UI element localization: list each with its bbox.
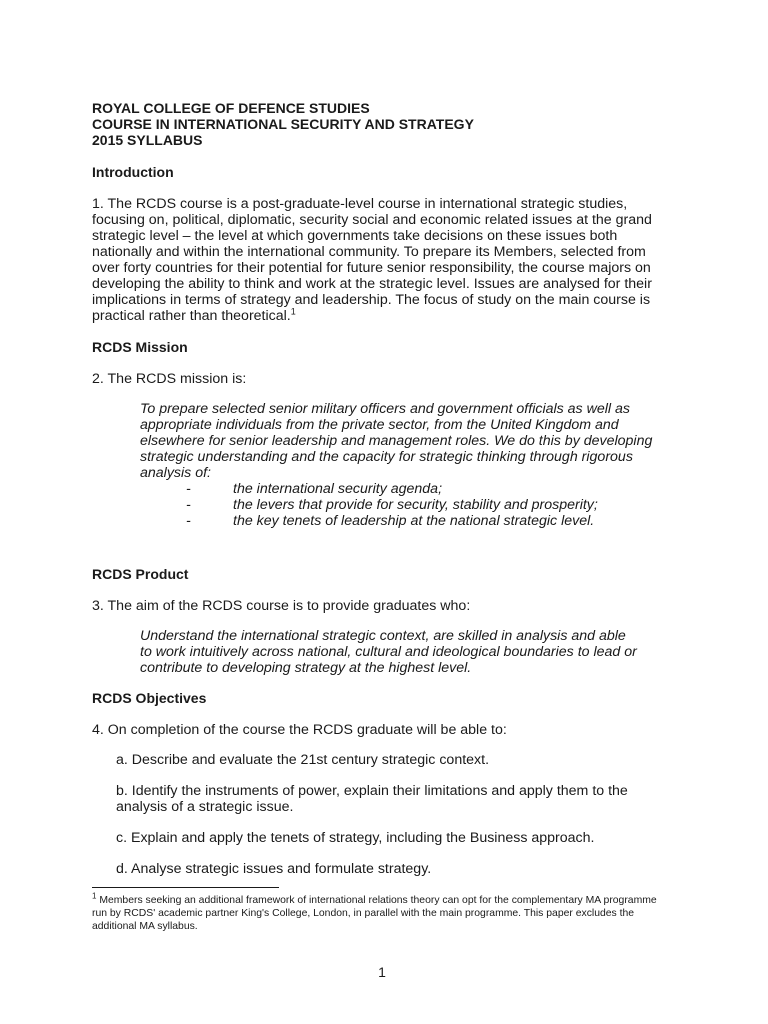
footnote-number: 1 [92,891,97,901]
footnote [92,891,672,933]
objectives-intro: 4. On completion of the course the RCDS graduate will be able to: [92,722,507,738]
mission-list [140,481,672,529]
objective-item-b: b. Identify the instruments of power, explain their limitations and apply them to the analysis of a strategic issue. [116,783,628,815]
page-number-container [0,964,768,980]
list-item-text: the international security agenda; [233,481,443,497]
title-line-3: 2015 SYLLABUS [92,132,203,148]
product-quote: Understand the international strategic context, are skilled in analysis and able to work intuitively across national, cultural and ideological boundaries to lead or contribute to developing strategy at the highest level. [140,628,637,676]
objective-item-a: a. Describe and evaluate the 21st century strategic context. [116,752,490,768]
title-line-2: COURSE IN INTERNATIONAL SECURITY AND STRATEGY [92,116,474,132]
document-title-block [92,100,672,148]
title-line-1: ROYAL COLLEGE OF DEFENCE STUDIES [92,100,370,116]
introduction-heading: Introduction [92,164,174,180]
mission-list-item [140,497,672,513]
list-dash: - [186,481,191,497]
list-item-text: the key tenets of leadership at the national strategic level. [233,513,595,529]
mission-list-item [140,481,672,497]
document-page [92,100,672,877]
mission-quote: To prepare selected senior military officers and government officials as well as appropriate individuals from the private sector, from the United Kingdom and elsewhere for senior leadership and management roles. We do this by developing strategic understanding and the capacity for strategic thinking through rigorous analysis of: [140,401,653,481]
objective-item-c: c. Explain and apply the tenets of strategy, including the Business approach. [116,830,595,846]
introduction-text: 1. The RCDS course is a post-graduate-level course in international strategic studies, focusing on, political, diplomatic, security social and economic related issues at the grand strategic level – the level at which governments take decisions on these issues both nationally and within the international community. To prepare its Members, selected from over forty countries for their potential for future senior responsibility, the course majors on developing the ability to think and work at the strategic level. Issues are analysed for their implications in terms of strategy and leadership. The focus of study on the main course is practical rather than theoretical. [92,196,652,324]
list-item-text: the levers that provide for security, stability and prosperity; [233,497,598,513]
footnote-reference[interactable]: 1 [290,306,296,317]
footnote-text: Members seeking an additional framework of international relations theory can opt for the complementary MA programme run by RCDS' academic partner King's College, London, in parallel with the main programme. This paper excludes the additional MA syllabus. [92,895,657,932]
mission-list-item [140,513,672,529]
mission-heading: RCDS Mission [92,339,188,355]
list-dash: - [186,513,191,529]
mission-intro: 2. The RCDS mission is: [92,371,247,387]
list-dash: - [186,497,191,513]
footnote-divider [92,887,279,888]
introduction-paragraph [92,196,672,324]
objectives-heading: RCDS Objectives [92,690,207,706]
product-heading: RCDS Product [92,566,189,582]
objective-item-d: d. Analyse strategic issues and formulate strategy. [116,861,432,877]
page-number: 1 [378,964,386,980]
product-intro: 3. The aim of the RCDS course is to provide graduates who: [92,598,471,614]
